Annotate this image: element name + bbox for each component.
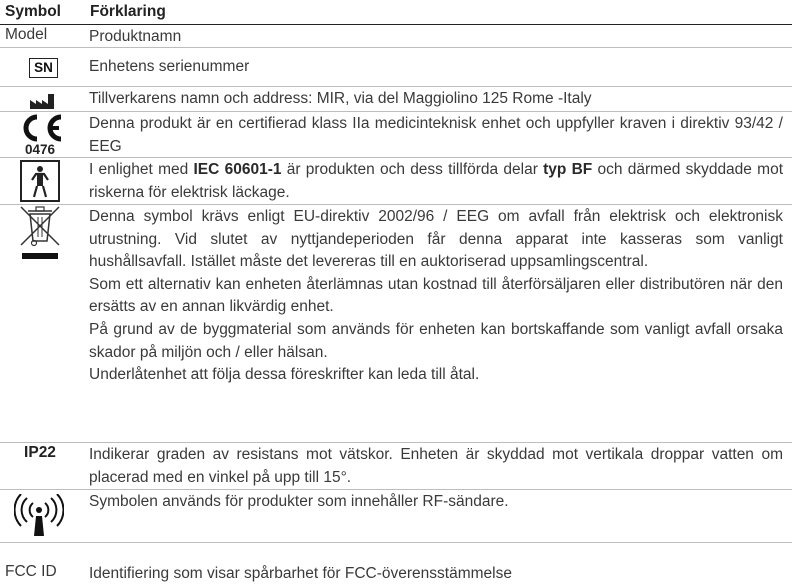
fcc-id-label: FCC ID [5, 563, 57, 580]
row-text: Symbolen används för produkter som innehåller RF-sändare. [89, 493, 509, 510]
row-text: Produktnamn [89, 28, 182, 45]
ip-rating-symbol: IP22 [24, 444, 56, 461]
row-text: Identifiering som visar spårbarhet för FCC-överensstämmelse [89, 565, 512, 582]
row-text: Indikerar graden av resistans mot vätskor. Enheten är skyddad mot vertikala droppar vatten om placerad med en vinkel på upp till 15°. [89, 446, 783, 486]
type-bf-term: typ BF [543, 161, 593, 178]
text-segment: och därmed skyddade mot riskerna för elektrisk läckage. [89, 161, 784, 201]
row-text [89, 159, 783, 204]
rf-transmitter-icon [14, 494, 64, 540]
table-row [0, 158, 792, 205]
weee-bin-icon [18, 205, 62, 263]
table-row [0, 48, 792, 87]
table-row [0, 205, 792, 443]
row-text: Enhetens serienummer [89, 58, 250, 75]
text-segment: är produkten och dess tillförda delar [281, 161, 544, 178]
ce-mark-icon [17, 113, 67, 143]
table-header [0, 0, 792, 25]
table-row [0, 112, 792, 158]
serial-number-symbol: SN [29, 58, 58, 78]
paragraph: På grund av de byggmaterial som används för enheten kan bortskaffande som vanligt avfall orsaka skador på miljön och / eller hälsan. [89, 320, 783, 361]
notified-body-number: 0476 [24, 142, 56, 157]
row-text [89, 206, 783, 387]
paragraph: Underlåtenhet att följa dessa föreskrifter kan leda till åtal. [89, 366, 480, 384]
paragraph: Som ett alternativ kan enheten återlämnas utan kostnad till återförsäljaren eller distributören när den ersätts av en annan likvärdig enhet. [89, 275, 783, 316]
row-text: Denna produkt är en certifierad klass IIa medicinteknisk enhet och uppfyller kraven i direktiv 93/42 / EEG [89, 115, 783, 155]
table-row [0, 490, 792, 543]
table-row [0, 543, 792, 587]
manufacturer-icon [28, 92, 58, 110]
standard-reference: IEC 60601-1 [193, 161, 282, 178]
row-text: Tillverkarens namn och address: MIR, via del Maggiolino 125 Rome -Italy [89, 90, 592, 107]
type-bf-icon [20, 160, 60, 202]
table-row [0, 25, 792, 48]
paragraph: Denna symbol krävs enligt EU-direktiv 2002/96 / EEG om avfall från elektrisk och elektronisk utrustning. Vid slutet av nyttjandeperioden får denna apparat inte kasseras som vanligt hushållsavfall. Istället måste det levereras till en auktoriserad uppsamlingscentral. [89, 208, 783, 271]
model-label: Model [5, 26, 48, 43]
table-row [0, 443, 792, 490]
table-row [0, 87, 792, 112]
explanation-column-header: Förklaring [90, 3, 166, 20]
symbol-column-header: Symbol [5, 3, 61, 20]
text-segment: I enlighet med [89, 161, 194, 178]
